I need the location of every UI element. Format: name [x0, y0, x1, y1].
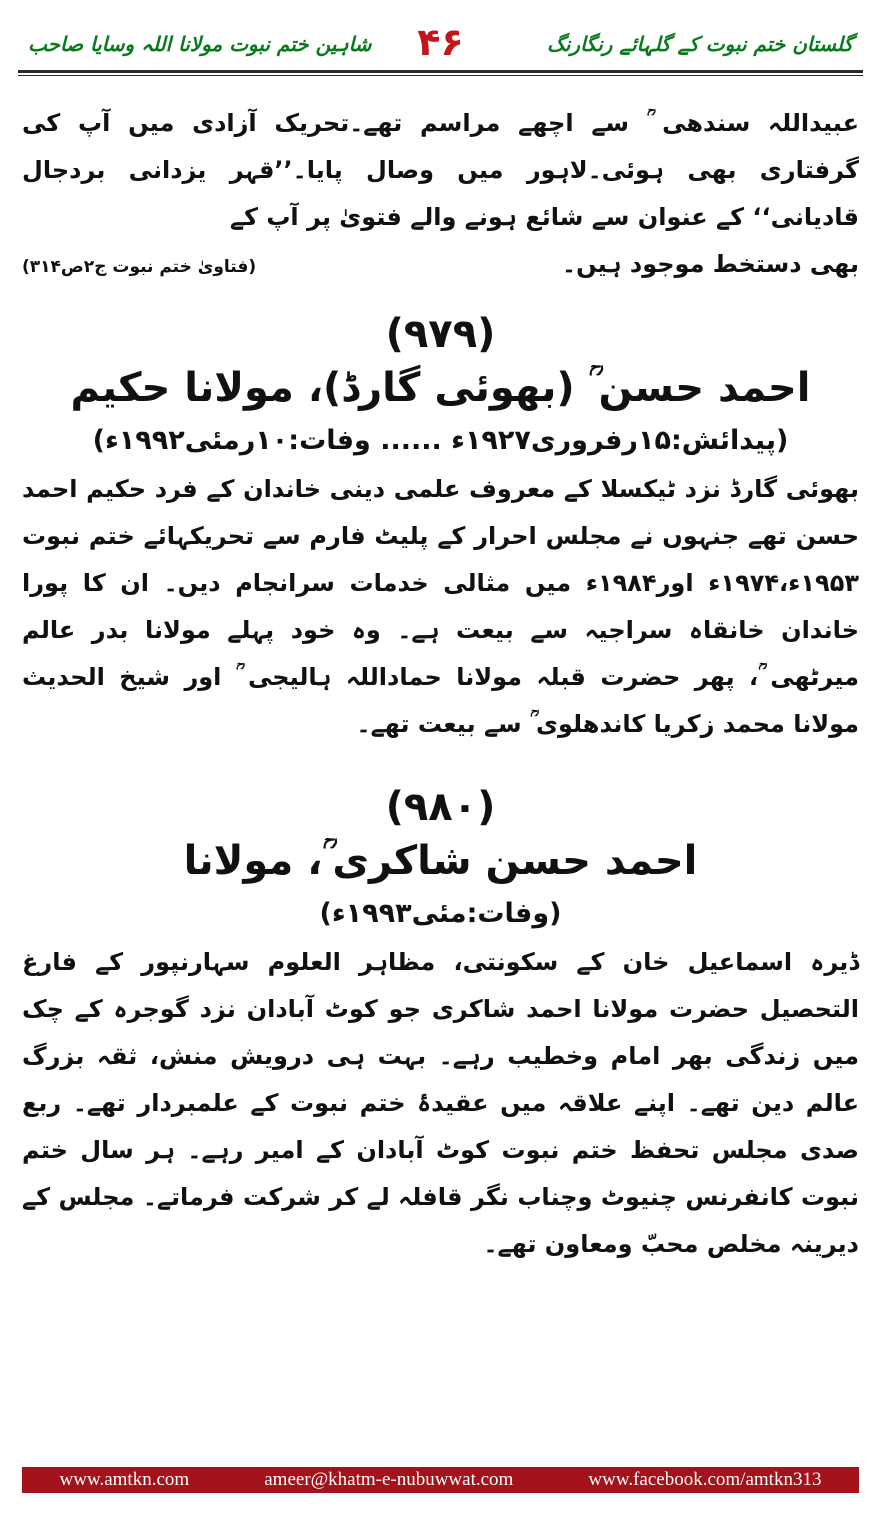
footer-bar — [22, 1467, 859, 1493]
header-left-title: شاہین ختم نبوت مولانا اللہ وسایا صاحب — [28, 32, 372, 56]
entry-number: (۹۸۰) — [385, 784, 496, 830]
entry-979 — [22, 311, 859, 748]
page-content — [22, 100, 859, 1268]
footer-email-link[interactable]: ameer@khatm-e-nubuwwat.com — [264, 1469, 514, 1490]
intro-last-line: بھی دستخط موجود ہیں۔ — [562, 250, 859, 278]
page-header — [18, 14, 863, 76]
entry-paragraph: بھوئی گارڈ نزد ٹیکسلا کے معروف علمی دینی خاندان کے فرد حکیم احمد حسن تھے جنہوں نے مجلس احرار کے پلیٹ فارم سے تحریکہائے ختم نبوت ۱۹۵۳ء،۱۹۷۴ء اور۱۹۸۴ء میں مثالی خدمات سرانجام دیں۔ ان کا پورا خاندان خانقاہ سراجیہ سے بیعت ہے۔ وہ خود پہلے مولانا بدر عالم میرٹھی ؒ، پھر حضرت قبلہ مولانا حماداللہ ہالیجی ؒ اور شیخ الحدیث مولانا محمد زکریا کاندھلوی ؒ سے بیعت تھے۔ — [22, 475, 859, 738]
entry-dates: (پیدائش:۱۵رفروری۱۹۲۷ء ...... وفات:۱۰رمئی۱۹۹۲ء) — [92, 425, 789, 456]
header-rule — [18, 70, 863, 73]
footer-website-link[interactable]: www.amtkn.com — [59, 1469, 190, 1490]
entry-paragraph: ڈیرہ اسماعیل خان کے سکونتی، مظاہر العلوم سہارنپور کے فارغ التحصیل حضرت مولانا احمد شاکری جو کوٹ آبادان نزد گوجرہ کے چک میں زندگی بھر امام وخطیب رہے۔ بہت ہی درویش منش، ثقہ بزرگ عالم دین تھے۔ اپنے علاقہ میں عقیدۂ ختم نبوت کے علمبردار تھے۔ ربع صدی مجلس تحفظ ختم نبوت کوٹ آبادان کے امیر رہے۔ ہر سال ختم نبوت کانفرنس چنیوٹ وچناب نگر قافلہ لے کر شرکت فرماتے۔ مجلس کے دیرینہ مخلص محبّ ومعاون تھے۔ — [22, 948, 859, 1258]
entry-980 — [22, 784, 859, 1268]
entry-dates: (وفات:مئی۱۹۹۳ء) — [319, 898, 562, 929]
page-number: ۴۶ — [417, 20, 464, 64]
entry-title: احمد حسن شاکری ؒ، مولانا — [183, 838, 698, 884]
intro-reference: (فتاویٰ ختم نبوت ج۲ص۳۱۴) — [22, 257, 257, 277]
header-right-title: گلستان ختم نبوت کے گلہائے رنگارنگ — [546, 32, 853, 56]
intro-ref-line — [22, 241, 859, 291]
intro-paragraph: عبیداللہ سندھی ؒ سے اچھے مراسم تھے۔تحریک آزادی میں آپ کی گرفتاری بھی ہوئی۔لاہور میں وصال پایا۔’’قہر یزدانی بردجال قادیانی‘‘ کے عنوان سے شائع ہونے والے فتویٰ پر آپ کے — [22, 109, 859, 231]
entry-title: احمد حسن ؒ (بھوئی گارڈ)، مولانا حکیم — [70, 365, 811, 411]
entry-number: (۹۷۹) — [385, 311, 496, 357]
header-rule-thin — [18, 75, 863, 76]
footer-facebook-link[interactable]: www.facebook.com/amtkn313 — [588, 1469, 822, 1490]
